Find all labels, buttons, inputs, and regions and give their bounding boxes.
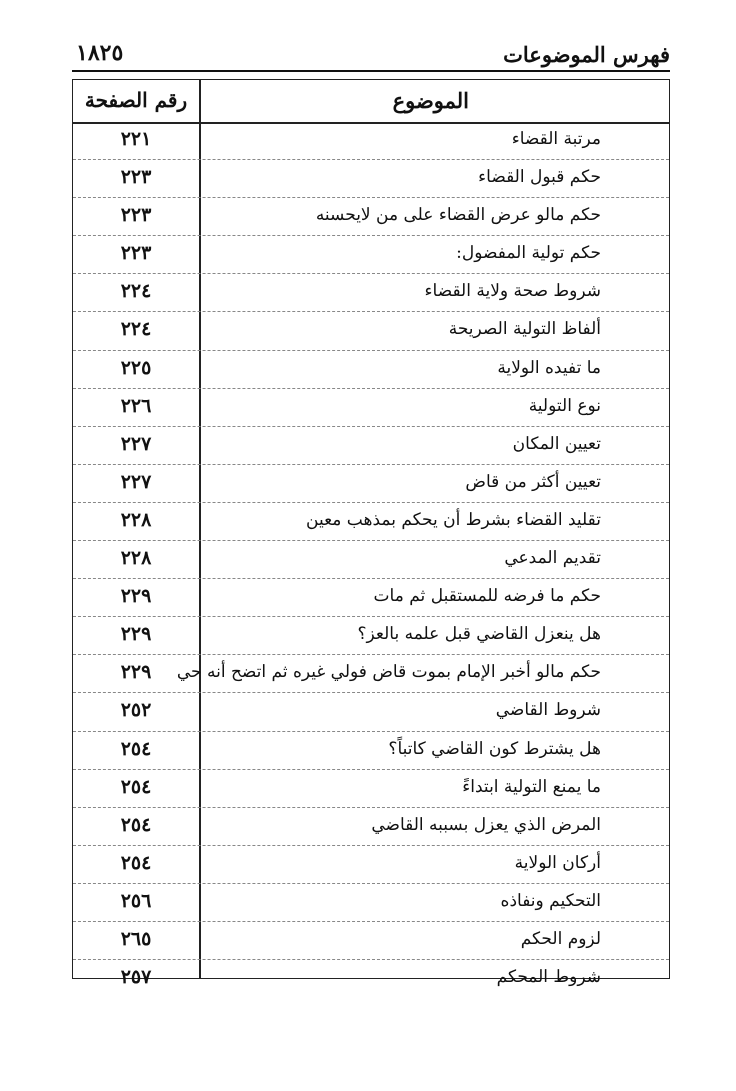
topic-cell: ما يمنع التولية ابتداءً [462, 776, 601, 797]
topic-cell: شروط المحكم [496, 967, 601, 988]
contents-table [72, 79, 670, 989]
page-cell: ٢٥٤ [120, 775, 152, 798]
table-row [73, 960, 669, 997]
topic-cell: تقليد القضاء بشرط أن يحكم بمذهب معين [306, 509, 601, 530]
topic-cell: هل ينعزل القاضي قبل علمه بالعز؟ [357, 624, 601, 645]
page-cell: ٢٢٩ [120, 623, 152, 646]
page-number: ١٨٢٥ [76, 40, 124, 66]
topic-cell: حكم تولية المفضول: [456, 243, 601, 264]
table-row [73, 808, 669, 846]
table-row [73, 274, 669, 312]
table-row [73, 541, 669, 579]
page-cell: ٢٢٩ [120, 585, 152, 608]
page-cell: ٢٢٣ [120, 242, 152, 265]
page-cell: ٢٢٩ [120, 661, 152, 684]
page-cell: ٢٥٧ [120, 966, 152, 989]
page-cell: ٢٥٢ [120, 699, 152, 722]
table-row [73, 693, 669, 731]
page-cell: ٢٢٨ [120, 508, 152, 531]
topic-cell: هل يشترط كون القاضي كاتباً؟ [388, 738, 601, 759]
table-row [73, 770, 669, 808]
page-cell: ٢٢١ [120, 128, 152, 150]
table-row [73, 427, 669, 465]
table-row [73, 236, 669, 274]
topic-cell: تعيين المكان [512, 433, 601, 454]
topic-cell: حكم قبول القضاء [478, 167, 601, 188]
table-row [73, 351, 669, 389]
page-cell: ٢٥٦ [120, 889, 152, 912]
table-row [73, 122, 669, 160]
topic-cell: مرتبة القضاء [511, 129, 601, 149]
page-cell: ٢٢٤ [120, 318, 152, 341]
page-cell: ٢٢٤ [120, 280, 152, 303]
table-row [73, 846, 669, 884]
topic-cell: نوع التولية [528, 395, 601, 416]
table-row [73, 389, 669, 427]
table-row [73, 160, 669, 198]
table-row [73, 312, 669, 350]
table-row [73, 655, 669, 693]
table-row [73, 617, 669, 655]
column-header-topic: الموضوع [392, 88, 469, 113]
page-cell: ٢٢٧ [120, 432, 152, 455]
page-cell: ٢٥٤ [120, 737, 152, 760]
page-header [72, 36, 670, 72]
topic-cell: تعيين أكثر من قاض [465, 471, 601, 492]
page-title: فهرس الموضوعات [503, 42, 670, 67]
table-row [73, 884, 669, 922]
page-cell: ٢٢٥ [120, 356, 152, 379]
topic-cell: شروط القاضي [495, 700, 601, 721]
table-row [73, 198, 669, 236]
table-body [73, 122, 669, 997]
topic-cell: ألفاظ التولية الصريحة [448, 319, 601, 340]
topic-cell: ما تفيده الولاية [497, 357, 601, 378]
topic-cell: التحكيم ونفاذه [500, 890, 601, 911]
page-cell: ٢٢٧ [120, 470, 152, 493]
page-cell: ٢٢٦ [120, 394, 152, 417]
page-cell: ٢٦٥ [120, 927, 152, 950]
topic-cell: شروط صحة ولاية القضاء [424, 281, 601, 302]
topic-cell: أركان الولاية [514, 852, 601, 873]
page-cell: ٢٢٣ [120, 166, 152, 189]
page-cell: ٢٥٤ [120, 851, 152, 874]
table-row [73, 579, 669, 617]
topic-cell: المرض الذي يعزل بسببه القاضي [371, 814, 601, 835]
table-header [73, 80, 669, 124]
table-row [73, 922, 669, 960]
topic-cell: حكم مالو عرض القضاء على من لايحسنه [315, 205, 601, 226]
page-cell: ٢٥٤ [120, 813, 152, 836]
table-row [73, 465, 669, 503]
page-cell: ٢٢٨ [120, 547, 152, 570]
table-row [73, 503, 669, 541]
topic-cell: حكم مالو أخبر الإمام بموت قاض فولي غيره ثم اتضح أنه حي [176, 662, 601, 683]
topic-cell: تقديم المدعي [504, 548, 601, 569]
table-row [73, 732, 669, 770]
topic-cell: لزوم الحكم [520, 928, 601, 949]
column-header-page: رقم الصفحة [84, 88, 188, 112]
page-cell: ٢٢٣ [120, 204, 152, 227]
topic-cell: حكم ما فرضه للمستقبل ثم مات [373, 586, 601, 607]
